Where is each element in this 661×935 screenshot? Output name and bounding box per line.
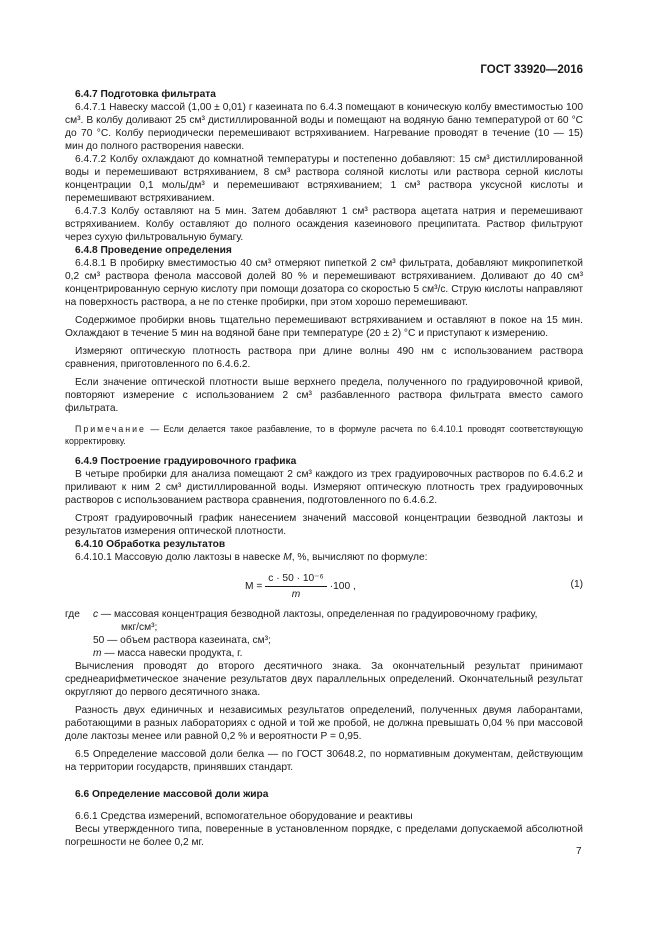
where-c-text: — массовая концентрация безводной лактозы, определенная по градуировочному графику, [98,609,538,620]
paragraph-6-4-7-2: 6.4.7.2 Колбу охлаждают до комнатной температуры и постепенно добавляют: 15 см³ дистиллированной воды и перемешивают встряхиванием, 8 см³ раствора соляной кислоты или раствора серной кислоты концентрации 0,1 моль/дм³ и перемешивают встряхиванием; 1 см³ раствора уксусной кислоты и перемешивают встряхиванием. [65,154,583,204]
formula-numerator: c · 50 · 10⁻⁶ [265,572,326,587]
formula-number: (1) [570,579,583,590]
section-heading-6-4-8: 6.4.8 Проведение определения [75,245,232,256]
formula-1 [65,568,583,602]
paragraph-6-4-8-1: 6.4.8.1 В пробирку вместимостью 40 см³ отмеряют пипеткой 2 см³ фильтрата, добавляют микропипеткой 0,2 см³ раствора фенола массовой долей 80 % и перемешивают встряхиванием. Доливают до 40 см³ концентрированную серную кислоту при помощи дозатора со скоростью 5 см³/с. Струю кислоты направляют на поверхность раствора, а не по стенке пробирки, при этом хорошо перемешивают. [65,258,583,308]
p-6-4-10-1-post: , %, вычисляют по формуле: [291,552,428,563]
variable-c: c [93,609,99,620]
paragraph-6-4-7-1: 6.4.7.1 Навеску массой (1,00 ± 0,01) г казеината по 6.4.3 помещают в коническую колбу вместимостью 100 см³. В колбу доливают 25 см³ дистиллированной воды и помещают на водяную баню температурой от 60 °С до 70 °С. Колбу периодически перемешивают встряхиванием. Нагревание проводят в течение (10 — 15) мин до полного растворения навески. [65,102,583,152]
paragraph-6-4-7-3: 6.4.7.3 Колбу оставляют на 5 мин. Затем добавляют 1 см³ раствора ацетата натрия и перемешивают встряхиванием. Колбу оставляют до полного осаждения казеинового преципитата. Раствор фильтруют через сухую фильтровальную бумагу. [65,206,583,243]
paragraph-6-4-10-1 [65,551,583,564]
note-label: Примечание [75,424,146,434]
paragraph-6-4-8-2: Содержимое пробирки вновь тщательно перемешивают встряхиванием и оставляют в покое на 15 мин. Охлаждают в течение 5 мин на водяной бане при температуре (20 ± 2) °С и приступают к измерению. [65,315,583,339]
section-heading-6-4-10: 6.4.10 Обработка результатов [75,539,226,550]
where-m [65,647,583,660]
note-text: — Если делается такое разбавление, то в формуле расчета по 6.4.10.1 проводят соответствующую корректировку. [65,424,583,446]
formula-fraction [265,572,326,601]
where-c [65,608,583,621]
section-heading-6-6: 6.6 Определение массовой доли жира [75,789,269,800]
note [65,423,583,447]
page-number: 7 [576,846,582,857]
formula-denominator: m [291,589,301,600]
paragraph-6-4-9-2: Строят градуировочный график нанесением значений массовой концентрации безводной лактозы и результатов измерения оптической плотности. [65,513,583,537]
formula-lhs: M = [245,581,263,592]
where-50: 50 — объем раствора казеината, см³; [93,635,271,646]
where-m-text: — масса навески продукта, г. [101,648,243,659]
section-heading-6-4-7: 6.4.7 Подготовка фильтрата [75,89,216,100]
paragraph-6-4-10-3: Разность двух единичных и независимых результатов определений, полученных двумя лаборантами, работающими в разных лабораториях с одной и той же пробой, не должна превышать 0,04 % при массовой доле лактозы менее или равной 0,2 % и вероятности P = 0,95. [65,705,583,742]
paragraph-6-4-9-1: В четыре пробирки для анализа помещают 2 см³ каждого из трех градуировочных растворов по 6.4.6.2 и приливают к ним 2 см³ дистиллированной воды. Измеряют оптическую плотность трех градуировочных растворов с использованием раствора сравнения, подготовленного по 6.4.6.2. [65,469,583,506]
paragraph-6-4-8-4: Если значение оптической плотности выше верхнего предела, полученного по градуировочной кривой, повторяют измерение с использованием 2 см³ разбавленного раствора фильтрата вместо самого фильтрата. [65,377,583,414]
paragraph-6-5: 6.5 Определение массовой доли белка — по ГОСТ 30648.2, по нормативным документам, действующим на территории государств, принявших стандарт. [65,749,583,773]
section-heading-6-4-9: 6.4.9 Построение градуировочного графика [75,456,297,467]
formula-rhs: ·100 , [329,581,356,592]
where-c-cont: мкг/см³; [121,622,158,633]
where-lead: где [65,609,80,620]
p-6-4-10-1-pre: 6.4.10.1 Массовую долю лактозы в навеске [75,552,284,563]
variable-m: m [93,648,102,659]
paragraph-6-4-8-3: Измеряют оптическую плотность раствора при длине волны 490 нм с использованием раствора сравнения, приготовленного по 6.4.6.2. [65,346,583,370]
document-body [65,88,583,849]
paragraph-6-4-10-2: Вычисления проводят до второго десятичного знака. За окончательный результат принимают среднеарифметическое значение результатов двух параллельных определений. Окончательный результат округляют до первого десятичного знака. [65,661,583,698]
variable-M: M [283,552,292,563]
paragraph-6-6-1-body: Весы утвержденного типа, поверенные в установленном порядке, с пределами допускаемой абсолютной погрешности не более 0,2 мг. [65,824,583,848]
standard-header: ГОСТ 33920—2016 [480,64,583,76]
paragraph-6-6-1: 6.6.1 Средства измерений, вспомогательное оборудование и реактивы [75,811,413,822]
